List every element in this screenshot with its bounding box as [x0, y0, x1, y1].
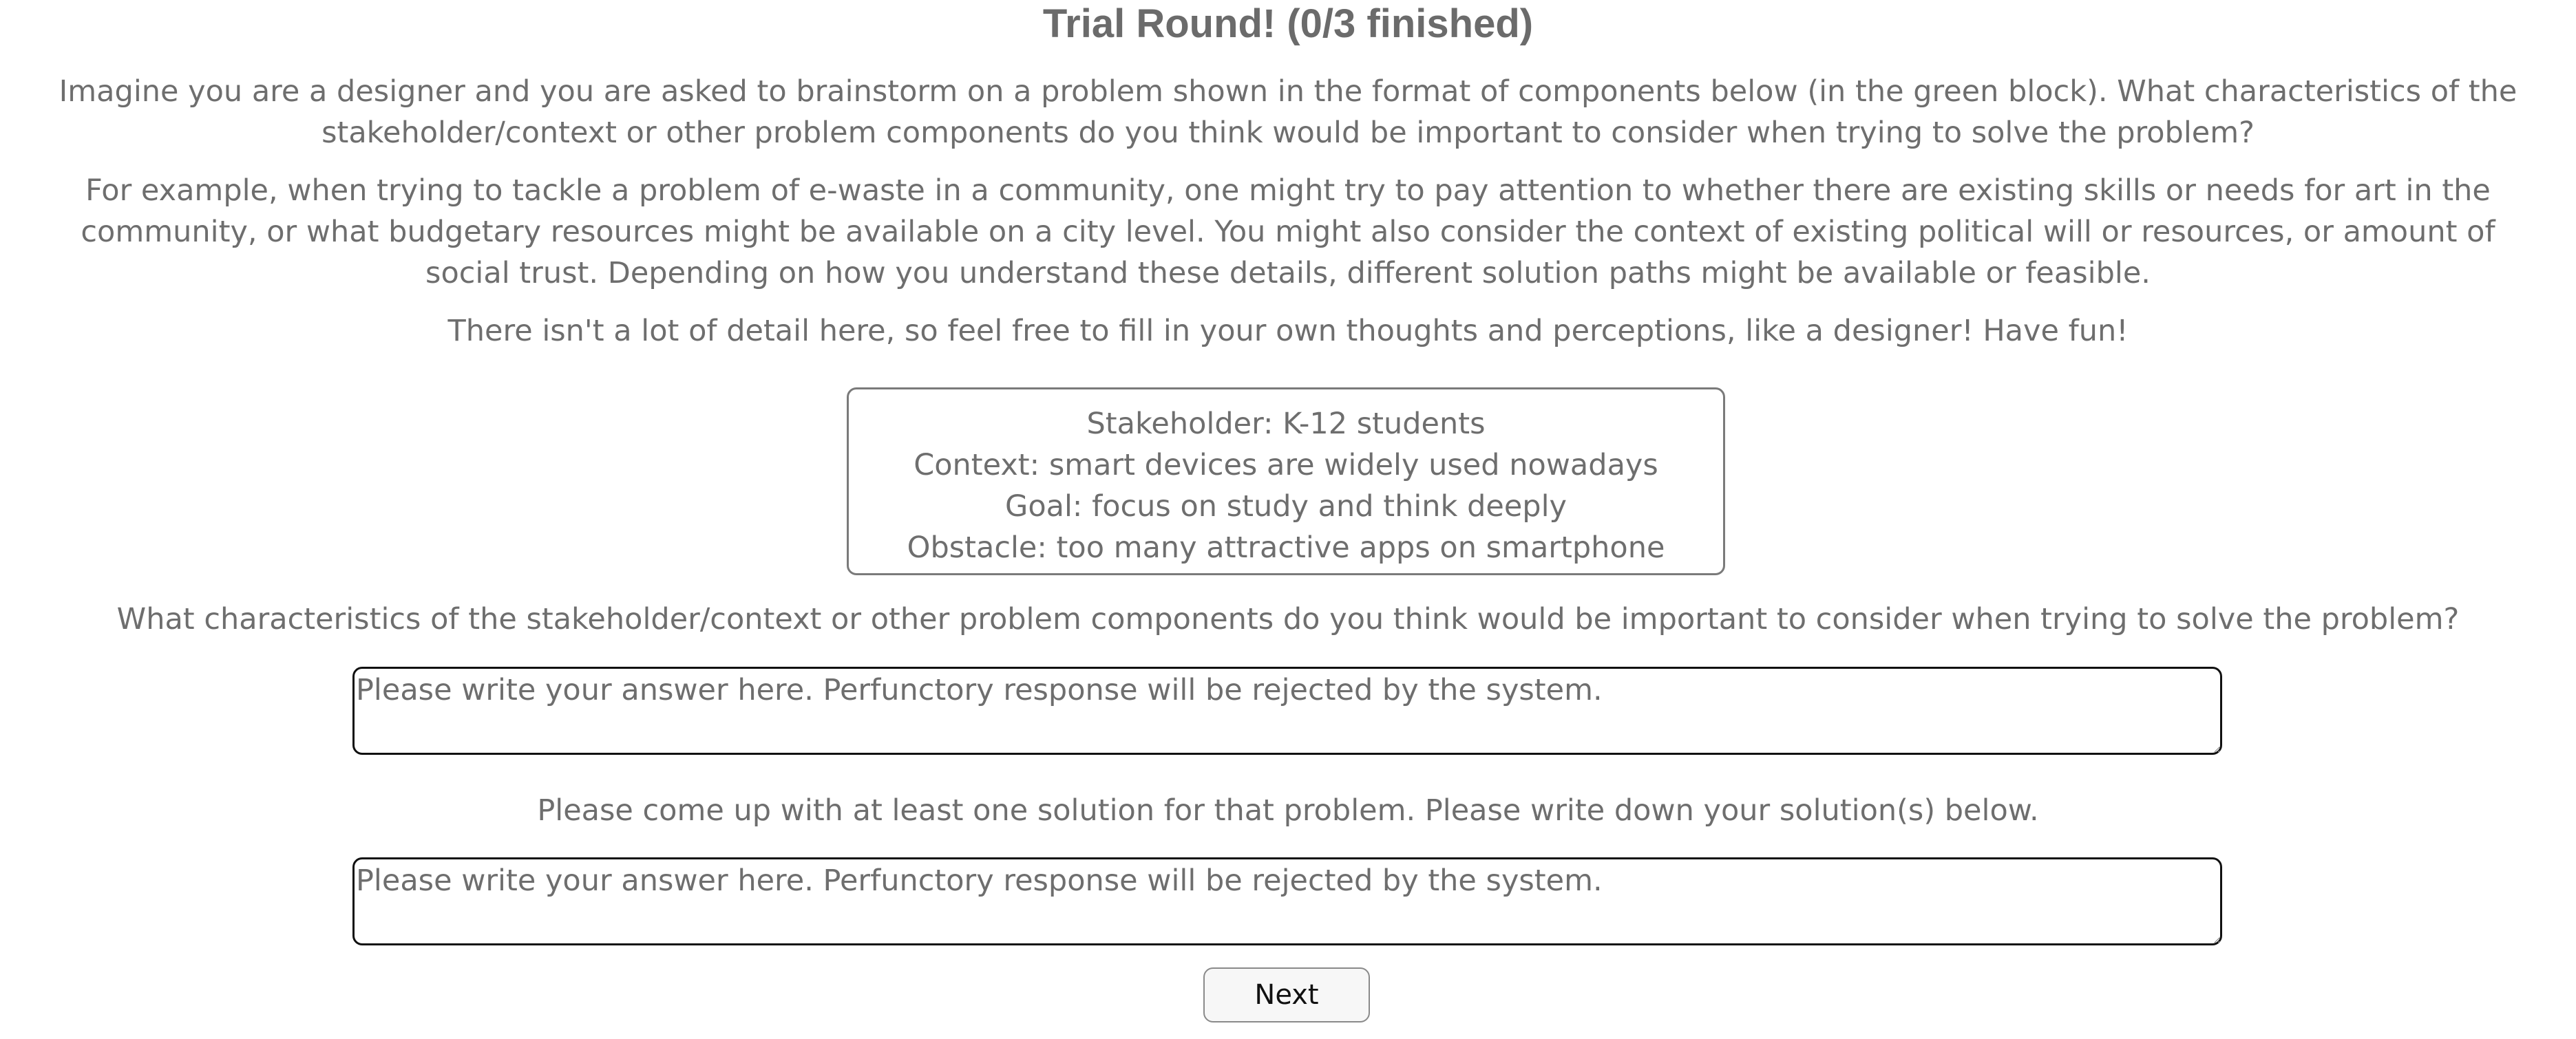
problem-stakeholder: Stakeholder: K-12 students	[1086, 407, 1486, 441]
solution-question: Please come up with at least one solution for that problem. Please write down your solution(s) below.	[537, 793, 2039, 828]
have-fun-note: There isn't a lot of detail here, so feel free to fill in your own thoughts and perceptions, like a designer! Have fun!	[447, 314, 2129, 348]
problem-obstacle: Obstacle: too many attractive apps on smartphone	[907, 531, 1665, 565]
next-button[interactable]: Next	[1203, 967, 1370, 1022]
intro-instructions: Imagine you are a designer and you are asked to brainstorm on a problem shown in the format of components below (in the green block). What characteristics of the stakeholder/context or other problem components do you think would be important to consider when trying to solve the problem?	[59, 74, 2517, 150]
characteristics-question: What characteristics of the stakeholder/context or other problem components do you think would be important to consider when trying to solve the problem?	[116, 602, 2460, 636]
solution-answer-input[interactable]	[352, 857, 2222, 945]
problem-goal: Goal: focus on study and think deeply	[1005, 489, 1567, 524]
page-title: Trial Round! (0/3 finished)	[1042, 1, 1534, 46]
characteristics-answer-input[interactable]	[352, 667, 2222, 755]
example-instructions: For example, when trying to tackle a problem of e-waste in a community, one might try to pay attention to whether there are existing skills or needs for art in the community, or what budgetary resources might be available on a city level. You might also consider the context of existing political will or resources, or amount of social trust. Depending on how you understand these details, different solution paths might be available or feasible.	[81, 173, 2495, 290]
problem-block	[847, 387, 1725, 575]
problem-context: Context: smart devices are widely used nowadays	[914, 448, 1658, 482]
